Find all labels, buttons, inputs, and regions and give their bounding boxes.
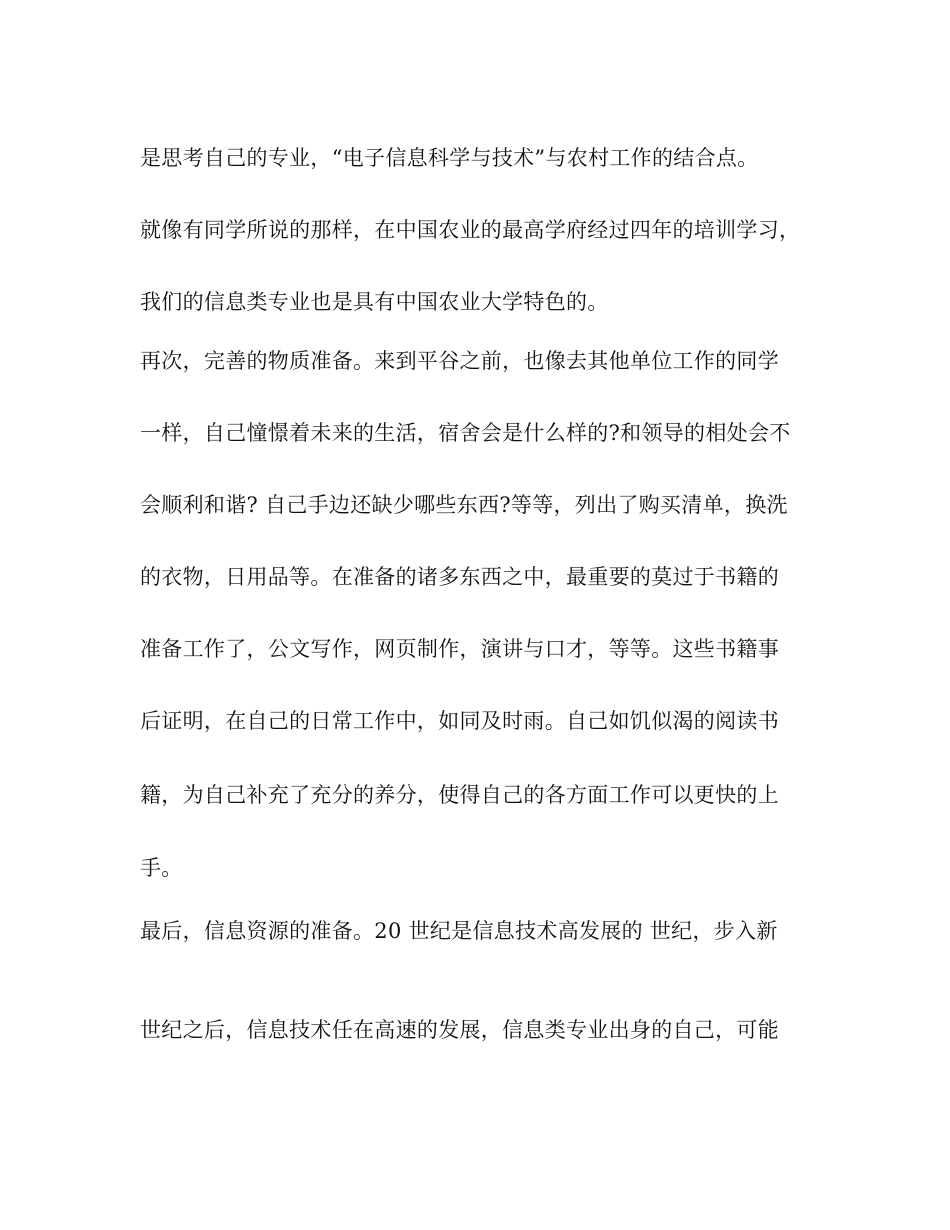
text-line: 就像有同学所说的那样，在中国农业的最高学府经过四年的培训学习， bbox=[140, 218, 801, 242]
text-line: 世纪之后，信息技术任在高速的发展，信息类专业出身的自己，可能 bbox=[140, 1018, 779, 1042]
text-line: 后证明，在自己的日常工作中，如同及时雨。自己如饥似渴的阅读书 bbox=[140, 709, 779, 733]
text-line: 我们的信息类专业也是具有中国农业大学特色的。 bbox=[140, 290, 609, 314]
text-line: 籍，为自己补充了充分的养分，使得自己的各方面工作可以更快的上 bbox=[140, 783, 779, 807]
text-line: 最后，信息资源的准备。20 世纪是信息技术高发展的 世纪，步入新 bbox=[140, 919, 778, 943]
text-line: 是思考自己的专业，“电子信息科学与技术”与农村工作的结合点。 bbox=[140, 146, 759, 170]
text-line: 一样，自己憧憬着未来的生活，宿舍会是什么样的?和领导的相处会不 bbox=[140, 421, 791, 445]
text-line: 的衣物，日用品等。在准备的诸多东西之中，最重要的莫过于书籍的 bbox=[140, 565, 779, 589]
text-line: 再次，完善的物质准备。来到平谷之前，也像去其他单位工作的同学 bbox=[140, 349, 779, 373]
text-line: 手。 bbox=[140, 856, 183, 880]
text-line: 会顺利和谐? 自己手边还缺少哪些东西?等等，列出了购买清单，换洗 bbox=[140, 493, 788, 517]
text-line: 准备工作了，公文写作，网页制作，演讲与口才，等等。这些书籍事 bbox=[140, 637, 779, 661]
